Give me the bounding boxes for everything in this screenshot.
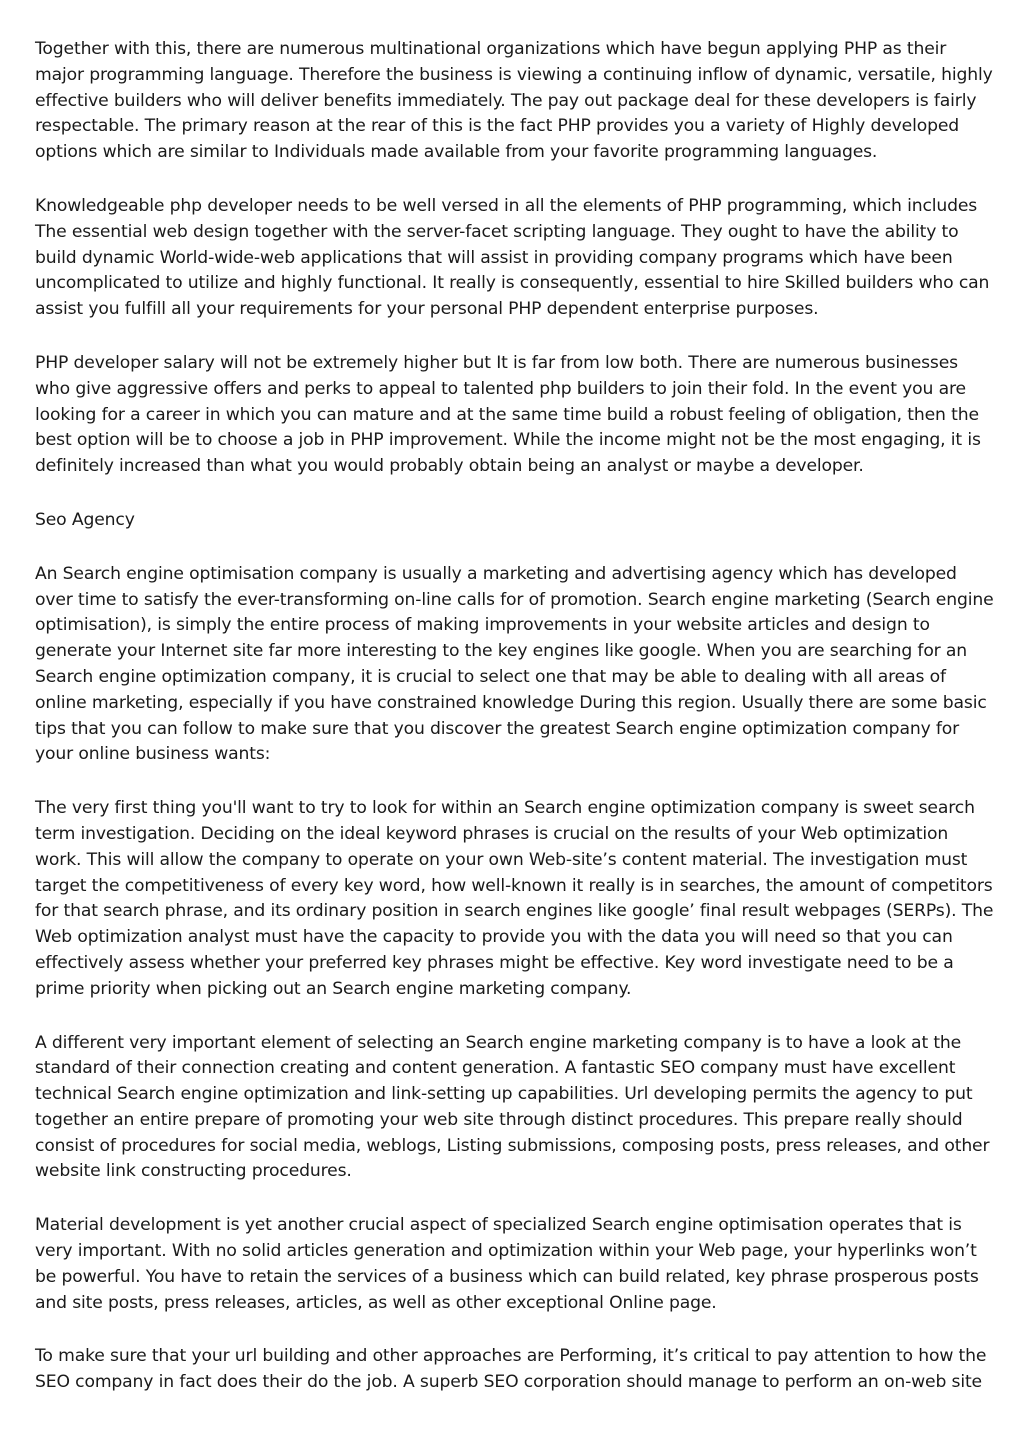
paragraph-php-developer-skills: Knowledgeable php developer needs to be well versed in all the elements of PHP programming, which includes The essential web design together with the server-facet scripting language. They ought to have the ability to build dynamic World-wide-web applications that will assist in providing company programs which have been uncomplicated to utilize and highly functional. It really is consequently, essential to hire Skilled builders who can assist you fulfill all your requirements for your personal PHP dependent enterprise purposes.	[35, 195, 990, 320]
paragraph-content-development: Material development is yet another crucial aspect of specialized Search engine optimisation operates that is very important. With no solid articles generation and optimization within your Web page, your hyperlinks won’t be powerful. You have to retain the services of a business which can build related, key phrase prosperous posts and site posts, press releases, articles, as well as other exceptional Online page.	[35, 1215, 979, 1313]
paragraph-php-intro: Together with this, there are numerous multinational organizations which have begun applying PHP as their major programming language. Therefore the business is viewing a continuing inflow of dynamic, versatile, highly effective builders who will deliver benefits immediately. The pay out package deal for these developers is fairly respectable. The primary reason at the rear of this is the fact PHP provides you a variety of Highly developed options which are similar to Individuals made available from your favorite programming languages.	[35, 39, 993, 163]
section-heading-seo-agency: Seo Agency	[35, 509, 135, 530]
paragraph-php-salary: PHP developer salary will not be extremely higher but It is far from low both. There are numerous businesses who give aggressive offers and perks to appeal to talented php builders to join their fold. In the event you are looking for a career in which you can mature and at the same time build a robust feeling of obligation, then the best option will be to choose a job in PHP improvement. While the income might not be the most engaging, it is definitely increased than what you would probably obtain being an analyst or maybe a developer.	[35, 352, 981, 477]
paragraph-keyword-investigation: The very first thing you'll want to try to look for within an Search engine optimization company is sweet search term investigation. Deciding on the ideal keyword phrases is crucial on the results of your Web optimization work. This will allow the company to operate on your own Web-site’s content material. The investigation must target the competitiveness of every key word, how well-known it really is in searches, the amount of competitors for that search phrase, and its ordinary position in search engines like google’ final result webpages (SERPs). The Web optimization analyst must have the capacity to provide you with the data you will need so that you can effectively assess whether your preferred key phrases might be effective. Key word investigate need to be a prime priority when picking out an Search engine marketing company.	[35, 798, 994, 999]
paragraph-seo-company-intro: An Search engine optimisation company is usually a marketing and advertising agency which has developed over time to satisfy the ever-transforming on-line calls for of promotion. Search engine marketing (Search engine optimisation), is simply the entire process of making improvements in your website articles and design to generate your Internet site far more interesting to the key engines like google. When you are searching for an Search engine optimization company, it is crucial to select one that may be able to dealing with all areas of online marketing, especially if you have constrained knowledge During this region. Usually there are some basic tips that you can follow to make sure that you discover the greatest Search engine optimization company for your online business wants:	[35, 563, 994, 765]
document-body	[35, 37, 995, 1424]
paragraph-link-building: A different very important element of selecting an Search engine marketing company is to have a look at the standard of their connection creating and content generation. A fantastic SEO company must have excellent technical Search engine optimization and link-setting up capabilities. Url developing permits the agency to put together an entire prepare of promoting your web site through distinct procedures. This prepare really should consist of procedures for social media, weblogs, Listing submissions, composing posts, press releases, and other website link constructing procedures.	[35, 1032, 990, 1182]
paragraph-seo-performance: To make sure that your url building and other approaches are Performing, it’s critical to pay attention to how the SEO company in fact does their do the job. A superb SEO corporation should manage to perform an on-web site	[35, 1346, 987, 1393]
